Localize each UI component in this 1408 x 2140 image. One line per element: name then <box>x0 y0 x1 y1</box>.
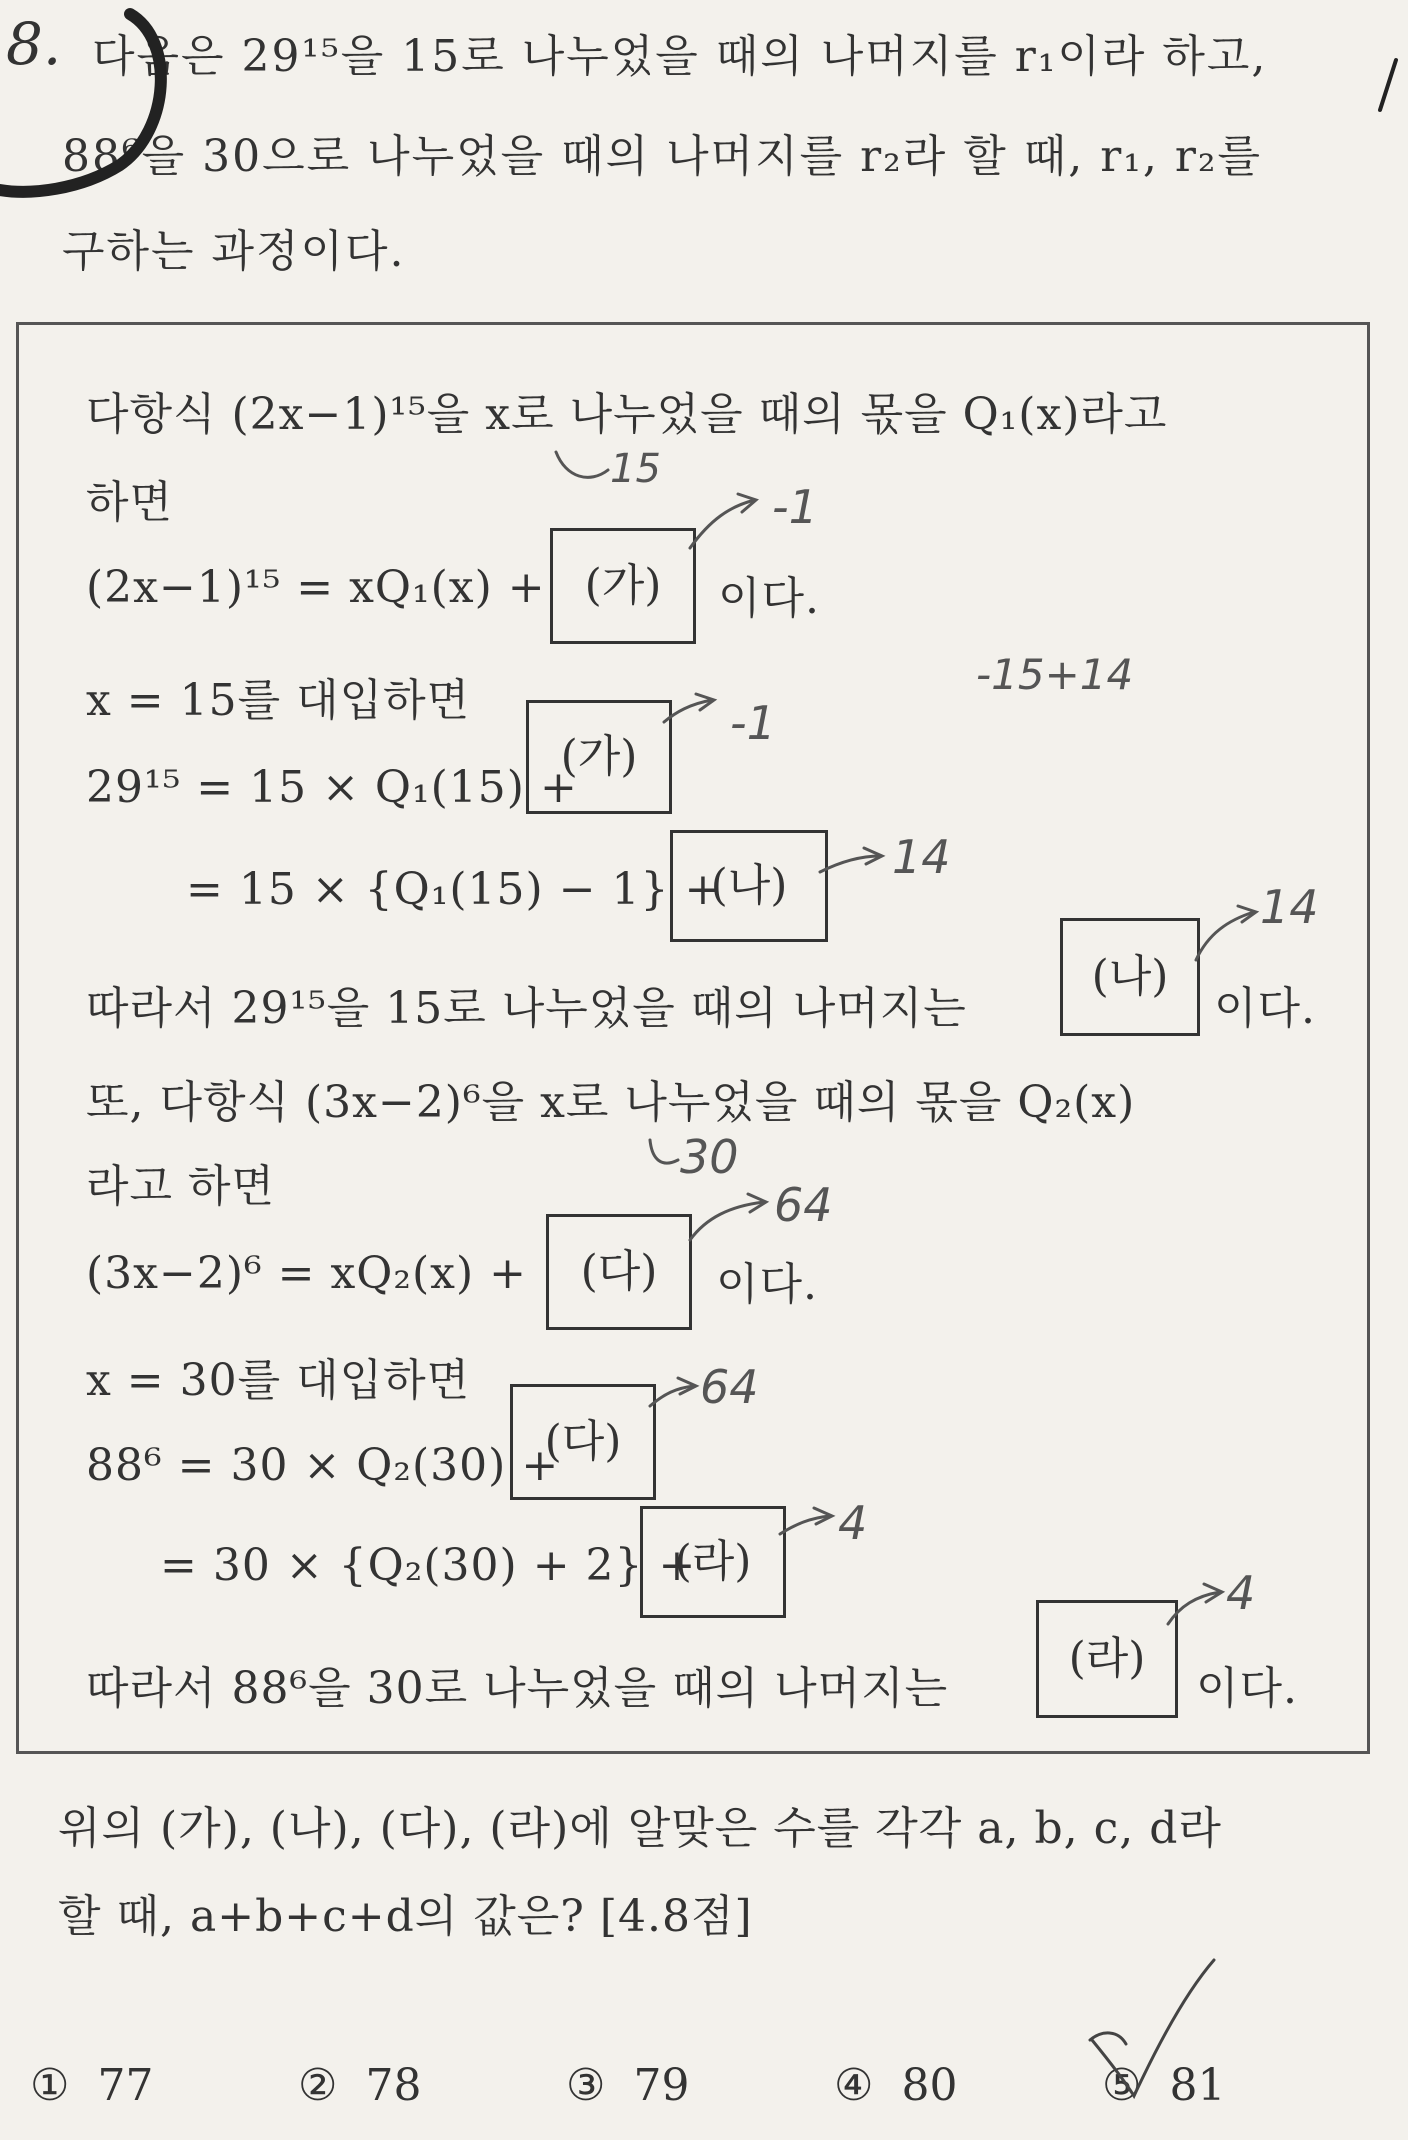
choice-5-mark: ⑤ <box>1102 2060 1142 2111</box>
blank-ra-2[interactable]: (라) <box>1036 1600 1178 1718</box>
answer-circle-stroke <box>1090 2033 1126 2044</box>
box-line-1: 다항식 (2x−1)¹⁵을 x로 나누었을 때의 몫을 Q₁(x)라고 <box>86 389 1168 440</box>
blank-na-1[interactable]: (나) <box>670 830 828 942</box>
box-line-7-end: 이다. <box>1214 983 1316 1034</box>
box-line-8: 또, 다항식 (3x−2)⁶을 x로 나누었을 때의 몫을 Q₂(x) <box>86 1077 1136 1128</box>
handwriting-64-b: 64 <box>700 1360 759 1414</box>
handwriting-15: 15 <box>610 446 661 492</box>
box-line-4: x = 15를 대입하면 <box>86 675 471 726</box>
handwriting-neg1-a: -1 <box>772 480 818 534</box>
question-line-1: 다음은 29¹⁵을 15로 나누었을 때의 나머지를 r₁이라 하고, <box>92 31 1268 82</box>
ask-line-2: 할 때, a+b+c+d의 값은? [4.8점] <box>58 1891 753 1942</box>
blank-ra-1[interactable]: (라) <box>640 1506 786 1618</box>
handwriting-expr: -15+14 <box>976 650 1134 699</box>
choice-4-value: 80 <box>901 2060 958 2111</box>
choice-3[interactable] <box>566 2060 689 2111</box>
blank-ga-2[interactable]: (가) <box>526 700 672 814</box>
choice-3-mark: ③ <box>566 2060 606 2111</box>
question-line-2: 88⁶을 30으로 나누었을 때의 나머지를 r₂라 할 때, r₁, r₂를 <box>62 131 1263 182</box>
box-line-14-end: 이다. <box>1196 1663 1298 1714</box>
question-line-3: 구하는 과정이다. <box>62 226 406 277</box>
box-line-11: x = 30를 대입하면 <box>86 1355 471 1406</box>
choice-1-mark: ① <box>30 2060 70 2111</box>
box-line-5-expr: 29¹⁵ = 15 × Q₁(15) + <box>86 762 578 813</box>
box-line-14-start: 따라서 88⁶을 30로 나누었을 때의 나머지는 <box>86 1663 949 1714</box>
handwriting-14-a: 14 <box>892 830 951 884</box>
blank-na-2[interactable]: (나) <box>1060 918 1200 1036</box>
choice-1[interactable] <box>30 2060 153 2111</box>
blank-ga-1[interactable]: (가) <box>550 528 696 644</box>
handwriting-4-a: 4 <box>838 1496 868 1550</box>
box-line-3-end: 이다. <box>718 573 820 624</box>
box-line-12-expr: 88⁶ = 30 × Q₂(30) + <box>86 1440 560 1491</box>
box-line-13-expr: = 30 × {Q₂(30) + 2} + <box>160 1540 697 1591</box>
box-line-6-expr: = 15 × {Q₁(15) − 1} + <box>186 864 723 915</box>
question-number: 8. <box>6 10 62 78</box>
blank-da-2[interactable]: (다) <box>510 1384 656 1500</box>
handwriting-64-a: 64 <box>774 1178 833 1232</box>
choice-3-value: 79 <box>633 2060 690 2111</box>
choice-4-mark: ④ <box>834 2060 874 2111</box>
box-line-10-expr: (3x−2)⁶ = xQ₂(x) + <box>86 1248 528 1299</box>
choice-5[interactable] <box>1102 2060 1225 2111</box>
choice-2-value: 78 <box>365 2060 422 2111</box>
answer-choices <box>30 2060 1380 2130</box>
blank-da-1[interactable]: (다) <box>546 1214 692 1330</box>
handwriting-30: 30 <box>680 1130 739 1184</box>
box-line-2: 하면 <box>86 477 174 528</box>
ask-line-1: 위의 (가), (나), (다), (라)에 알맞은 수를 각각 a, b, c, d라 <box>58 1803 1222 1854</box>
choice-1-value: 77 <box>97 2060 154 2111</box>
handwriting-neg1-b: -1 <box>730 696 776 750</box>
box-line-7-start: 따라서 29¹⁵을 15로 나누었을 때의 나머지는 <box>86 983 967 1034</box>
box-line-9: 라고 하면 <box>86 1161 276 1212</box>
choice-2-mark: ② <box>298 2060 338 2111</box>
box-line-3-expr: (2x−1)¹⁵ = xQ₁(x) + <box>86 562 546 613</box>
handwriting-4-b: 4 <box>1226 1566 1256 1620</box>
margin-stroke <box>1380 60 1396 110</box>
handwriting-14-b: 14 <box>1260 880 1319 934</box>
box-line-10-end: 이다. <box>716 1259 818 1310</box>
choice-2[interactable] <box>298 2060 421 2111</box>
choice-5-value: 81 <box>1169 2060 1226 2111</box>
choice-4[interactable] <box>834 2060 957 2111</box>
